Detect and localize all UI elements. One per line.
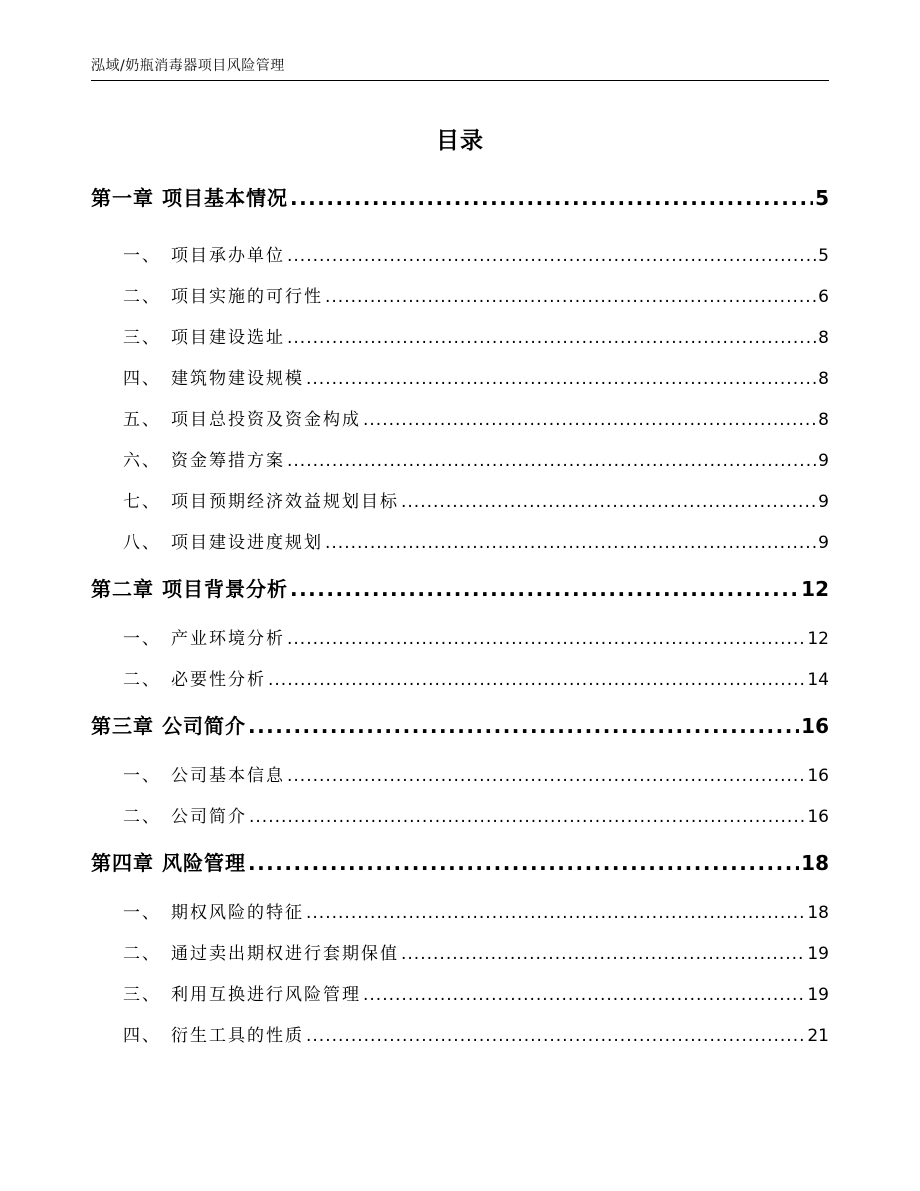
dot-leader [249,797,805,838]
toc-section[interactable] [91,236,829,277]
toc-section[interactable] [91,797,829,838]
section-number: 一、 [123,766,161,786]
page-number: 18 [807,903,829,923]
section-number: 二、 [123,287,161,307]
page-number: 5 [818,246,829,266]
dot-leader [287,236,816,277]
section-title: 建筑物建设规模 [171,369,304,389]
page-number: 8 [818,328,829,348]
running-header: 泓域/奶瓶消毒器项目风险管理 [91,58,285,74]
page-number: 6 [818,287,829,307]
dot-leader [306,359,816,400]
chapter-title: 第一章 项目基本情况 [91,186,288,210]
section-number: 三、 [123,985,161,1005]
chapter-title: 第二章 项目背景分析 [91,577,288,601]
section-title: 项目承办单位 [171,246,285,266]
toc-section[interactable] [91,619,829,660]
section-number: 一、 [123,903,161,923]
toc-section[interactable] [91,482,829,523]
page-number: 16 [801,714,829,738]
section-title: 通过卖出期权进行套期保值 [171,944,399,964]
page-number: 21 [807,1026,829,1046]
toc-chapter-1[interactable] [91,178,829,218]
section-title: 公司基本信息 [171,766,285,786]
dot-leader [290,569,799,609]
toc-chapter-4[interactable] [91,843,829,883]
page-number: 12 [801,577,829,601]
section-number: 四、 [123,369,161,389]
section-title: 项目建设进度规划 [171,533,323,553]
toc-chapter-3[interactable] [91,706,829,746]
dot-leader [306,1016,805,1057]
section-title: 项目预期经济效益规划目标 [171,492,399,512]
section-title: 期权风险的特征 [171,903,304,923]
page-number: 12 [807,629,829,649]
page-number: 9 [818,492,829,512]
toc-section[interactable] [91,893,829,934]
toc-section[interactable] [91,975,829,1016]
dot-leader [363,975,805,1016]
toc-section[interactable] [91,277,829,318]
section-title: 项目实施的可行性 [171,287,323,307]
dot-leader [248,843,799,883]
dot-leader [287,441,816,482]
dot-leader [290,178,813,218]
section-number: 六、 [123,451,161,471]
section-number: 五、 [123,410,161,430]
section-title: 公司简介 [171,807,247,827]
toc-section[interactable] [91,400,829,441]
page-number: 19 [807,985,829,1005]
chapter-title: 第三章 公司简介 [91,714,246,738]
dot-leader [287,756,805,797]
page-number: 9 [818,451,829,471]
chapter-title: 第四章 风险管理 [91,851,246,875]
page-number: 16 [807,807,829,827]
section-title: 产业环境分析 [171,629,285,649]
toc-section[interactable] [91,441,829,482]
dot-leader [268,660,805,701]
toc-section[interactable] [91,1016,829,1057]
page-number: 16 [807,766,829,786]
section-title: 衍生工具的性质 [171,1026,304,1046]
page-number: 8 [818,369,829,389]
section-number: 二、 [123,807,161,827]
page-number: 18 [801,851,829,875]
toc-section[interactable] [91,756,829,797]
page-number: 5 [815,186,829,210]
section-title: 项目总投资及资金构成 [171,410,361,430]
section-number: 一、 [123,629,161,649]
toc-section[interactable] [91,660,829,701]
section-number: 四、 [123,1026,161,1046]
dot-leader [325,277,816,318]
toc-section[interactable] [91,934,829,975]
toc-section[interactable] [91,523,829,564]
dot-leader [248,706,799,746]
section-title: 项目建设选址 [171,328,285,348]
section-title: 必要性分析 [171,670,266,690]
header-rule [91,80,829,81]
dot-leader [287,318,816,359]
section-title: 利用互换进行风险管理 [171,985,361,1005]
section-number: 八、 [123,533,161,553]
section-title: 资金筹措方案 [171,451,285,471]
page-number: 19 [807,944,829,964]
page-number: 9 [818,533,829,553]
dot-leader [306,893,805,934]
section-number: 一、 [123,246,161,266]
section-number: 二、 [123,670,161,690]
page-number: 14 [807,670,829,690]
dot-leader [287,619,805,660]
toc-section[interactable] [91,359,829,400]
section-number: 二、 [123,944,161,964]
table-of-contents [91,178,829,1057]
dot-leader [401,934,805,975]
section-number: 七、 [123,492,161,512]
toc-section[interactable] [91,318,829,359]
dot-leader [401,482,816,523]
dot-leader [363,400,816,441]
page-number: 8 [818,410,829,430]
section-number: 三、 [123,328,161,348]
toc-title: 目录 [436,128,484,154]
toc-chapter-2[interactable] [91,569,829,609]
dot-leader [325,523,816,564]
